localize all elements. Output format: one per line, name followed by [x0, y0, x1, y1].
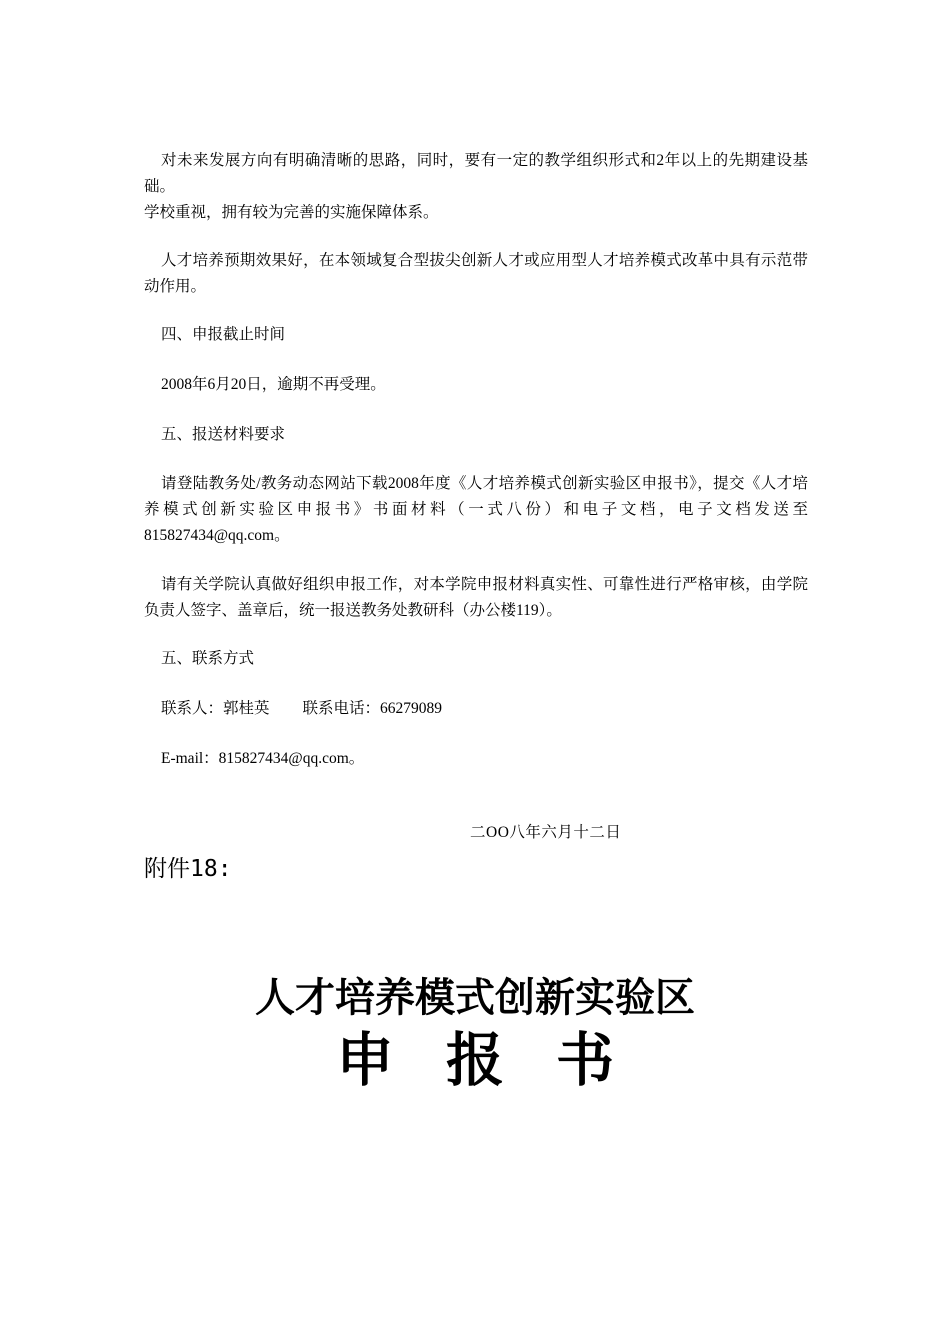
paragraph-materials-requirements: 请登陆教务处/教务动态网站下载2008年度《人才培养模式创新实验区申报书》，提交《人才培养模式创新实验区申报书》书面材料（一式八份）和电子文档，电子文档发送至815827434@qq.com。	[144, 475, 808, 544]
paragraph-review-instructions: 请有关学院认真做好组织申报工作，对本学院申报材料真实性、可靠性进行严格审核，由学院负责人签字、盖章后，统一报送教务处教研科（办公楼119）。	[144, 576, 808, 619]
section-heading-deadline: 四、申报截止时间	[161, 326, 286, 343]
section-heading-materials: 五、报送材料要求	[161, 426, 286, 443]
attachment-label: 附件18:	[144, 856, 232, 882]
cover-title: 人才培养模式创新实验区	[255, 974, 695, 1021]
contact-person: 联系人：郭桂英	[161, 700, 270, 717]
contact-line	[144, 696, 808, 722]
cover-subtitle: 申报书	[335, 1026, 666, 1094]
paragraph-school-support: 学校重视，拥有较为完善的实施保障体系。	[144, 204, 439, 221]
contact-phone: 联系电话：66279089	[302, 700, 443, 717]
contact-email: E-mail：815827434@qq.com。	[161, 750, 365, 767]
paragraph-expected-effect: 人才培养预期效果好，在本领域复合型拔尖创新人才或应用型人才培养模式改革中具有示范带动作用。	[144, 252, 808, 295]
section-heading-contact: 五、联系方式	[161, 650, 255, 667]
paragraph-development-direction: 对未来发展方向有明确清晰的思路，同时，要有一定的教学组织形式和2年以上的先期建设基础。	[144, 152, 808, 195]
paragraph-deadline-date: 2008年6月20日，逾期不再受理。	[161, 376, 386, 393]
document-date: 二OO八年六月十二日	[470, 824, 622, 841]
